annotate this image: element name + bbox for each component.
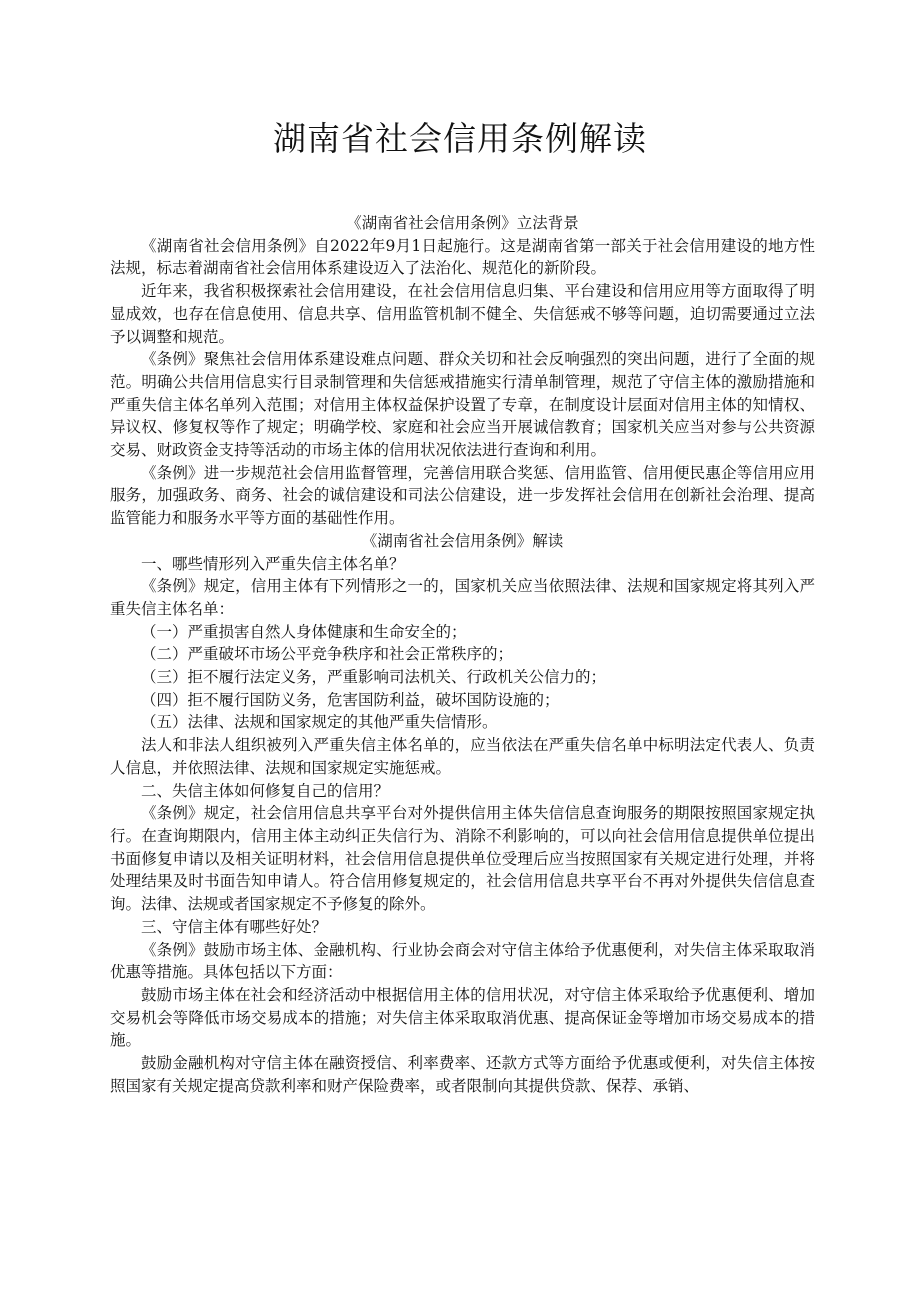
list-item: （四）拒不履行国防义务，危害国防利益，破坏国防设施的； xyxy=(141,690,560,709)
paragraph: 近年来，我省积极探索社会信用建设，在社会信用信息归集、平台建设和信用应用等方面取得了明显成效，也存在信息使用、信息共享、信用监管机制不健全、失信惩戒不够等问题，迫切需要通过立法予以调整和规范。 xyxy=(110,282,815,346)
section-heading-interpretation: 《湖南省社会信用条例》解读 xyxy=(361,531,564,550)
question-heading: 一、哪些情形列入严重失信主体名单？ xyxy=(141,554,405,573)
paragraph: 《条例》聚焦社会信用体系建设难点问题、群众关切和社会反响强烈的突出问题，进行了全面的规范。明确公共信用信息实行目录制管理和失信惩戒措施实行清单制管理，规范了守信主体的激励措施和严重失信主体名单列入范围；对信用主体权益保护设置了专章，在制度设计层面对信用主体的知情权、异议权、修复权等作了规定；明确学校、家庭和社会应当开展诚信教育；国家机关应当对参与公共资源交易、财政资金支持等活动的市场主体的信用状况依法进行查询和利用。 xyxy=(110,350,815,460)
paragraph: 《条例》鼓励市场主体、金融机构、行业协会商会对守信主体给予优惠便利，对失信主体采取取消优惠等措施。具体包括以下方面： xyxy=(110,940,815,982)
paragraph: 法人和非法人组织被列入严重失信主体名单的，应当依法在严重失信名单中标明法定代表人、负责人信息，并依照法律、法规和国家规定实施惩戒。 xyxy=(110,736,815,777)
paragraph: 鼓励市场主体在社会和经济活动中根据信用主体的信用状况，对守信主体采取给予优惠便利、增加交易机会等降低市场交易成本的措施；对失信主体采取取消优惠、提高保证金等增加市场交易成本的措施。 xyxy=(110,985,815,1050)
paragraph: 《条例》进一步规范社会信用监督管理，完善信用联合奖惩、信用监管、信用便民惠企等信用应用服务，加强政务、商务、社会的诚信建设和司法公信建设，进一步发挥社会信用在创新社会治理、提高监管能力和服务水平等方面的基础性作用。 xyxy=(110,463,815,528)
document-body xyxy=(110,212,815,1097)
paragraph: 《条例》规定，信用主体有下列情形之一的，国家机关应当依照法律、法规和国家规定将其列入严重失信主体名单： xyxy=(110,577,815,618)
list-item: （一）严重损害自然人身体健康和生命安全的； xyxy=(141,622,467,641)
question-heading: 三、守信主体有哪些好处？ xyxy=(141,917,328,936)
question-heading: 二、失信主体如何修复自己的信用？ xyxy=(141,781,390,800)
paragraph: 《条例》规定，社会信用信息共享平台对外提供信用主体失信信息查询服务的期限按照国家规定执行。在查询期限内，信用主体主动纠正失信行为、消除不利影响的，可以向社会信用信息提供单位提出书面修复申请以及相关证明材料，社会信用信息提供单位受理后应当按照国家有关规定进行处理，并将处理结果及时书面告知申请人。符合信用修复规定的，社会信用信息共享平台不再对外提供失信信息查询。法律、法规或者国家规定不予修复的除外。 xyxy=(110,804,815,914)
paragraph: 《湖南省社会信用条例》自2022年9月1日起施行。这是湖南省第一部关于社会信用建设的地方性法规，标志着湖南省社会信用体系建设迈入了法治化、规范化的新阶段。 xyxy=(110,236,815,278)
list-item: （五）法律、法规和国家规定的其他严重失信情形。 xyxy=(141,713,498,732)
document-title: 湖南省社会信用条例解读 xyxy=(273,119,647,158)
section-heading-background: 《湖南省社会信用条例》立法背景 xyxy=(346,214,579,232)
paragraph: 鼓励金融机构对守信主体在融资授信、利率费率、还款方式等方面给予优惠或便利，对失信主体按照国家有关规定提高贷款利率和财产保险费率，或者限制向其提供贷款、保荐、承销、 xyxy=(110,1054,815,1095)
list-item: （三）拒不履行法定义务，严重影响司法机关、行政机关公信力的； xyxy=(141,668,607,687)
list-item: （二）严重破坏市场公平竞争秩序和社会正常秩序的； xyxy=(141,645,514,664)
